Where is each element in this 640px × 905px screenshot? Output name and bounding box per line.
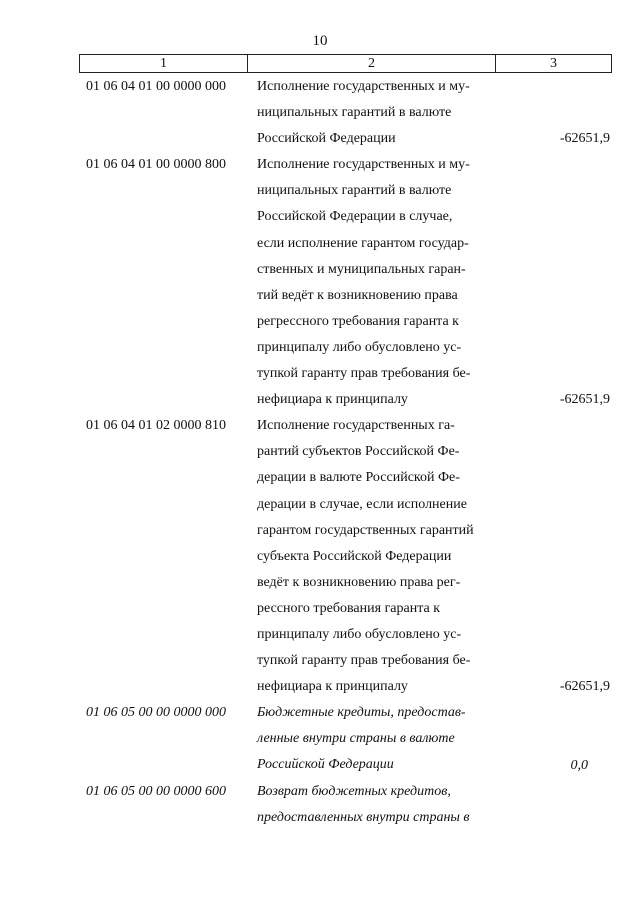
- row-amount-cell: [505, 700, 640, 778]
- table-row: [0, 700, 640, 778]
- row-code: 01 06 04 01 02 0000 810: [86, 418, 226, 434]
- row-amount-cell: [505, 779, 640, 831]
- row-amount-cell: [505, 152, 640, 413]
- page-number: 10: [312, 33, 328, 49]
- row-amount: 0,0: [570, 757, 588, 773]
- row-description: Исполнение государственных и му- ниципальных гарантий в валюте Российской Федерации: [257, 79, 470, 147]
- table-row: [0, 779, 640, 831]
- row-amount: -62651,9: [559, 131, 610, 147]
- row-amount: -62651,9: [559, 392, 610, 408]
- row-code: 01 06 05 00 00 0000 600: [86, 783, 226, 799]
- row-amount-cell: [505, 74, 640, 152]
- row-description: Возврат бюджетных кредитов, предоставленных внутри страны в: [257, 783, 470, 825]
- column-header-3: 3: [550, 55, 557, 71]
- table-header: [79, 54, 612, 73]
- row-description: Бюджетные кредиты, предостав- ленные внутри страны в валюте Российской Федерации: [257, 705, 466, 773]
- row-description: Исполнение государственных га- рантий субъектов Российской Фе- дерации в валюте Российской Фе- дерации в случае, если исполнение гарантом государственных гарантий субъекта Российской Федерации ведёт к возникновению права рег- рессного требования гаранта к принципалу либо обусловлено ус- тупкой гаранту прав требования бе- нефициара к принципалу: [257, 418, 474, 695]
- row-amount-cell: [505, 413, 640, 700]
- table-row: [0, 74, 640, 152]
- column-header-2: 2: [248, 55, 496, 72]
- table-row: [0, 152, 640, 413]
- row-amount: -62651,9: [559, 679, 610, 695]
- row-code: 01 06 04 01 00 0000 000: [86, 79, 226, 94]
- row-code: 01 06 05 00 00 0000 000: [86, 705, 226, 721]
- row-code: 01 06 04 01 00 0000 800: [86, 157, 226, 173]
- table-body: [0, 74, 640, 831]
- row-description: Исполнение государственных и му- ниципальных гарантий в валюте Российской Федерации в случае, если исполнение гарантом государ- ственных и муниципальных гаран- тий ведёт к возникновению права регрессного требования гаранта к принципалу либо обусловлено ус- тупкой гаранту прав требования бе- нефициара к принципалу: [257, 157, 471, 408]
- table-row: [0, 413, 640, 700]
- column-header-1: 1: [80, 55, 248, 72]
